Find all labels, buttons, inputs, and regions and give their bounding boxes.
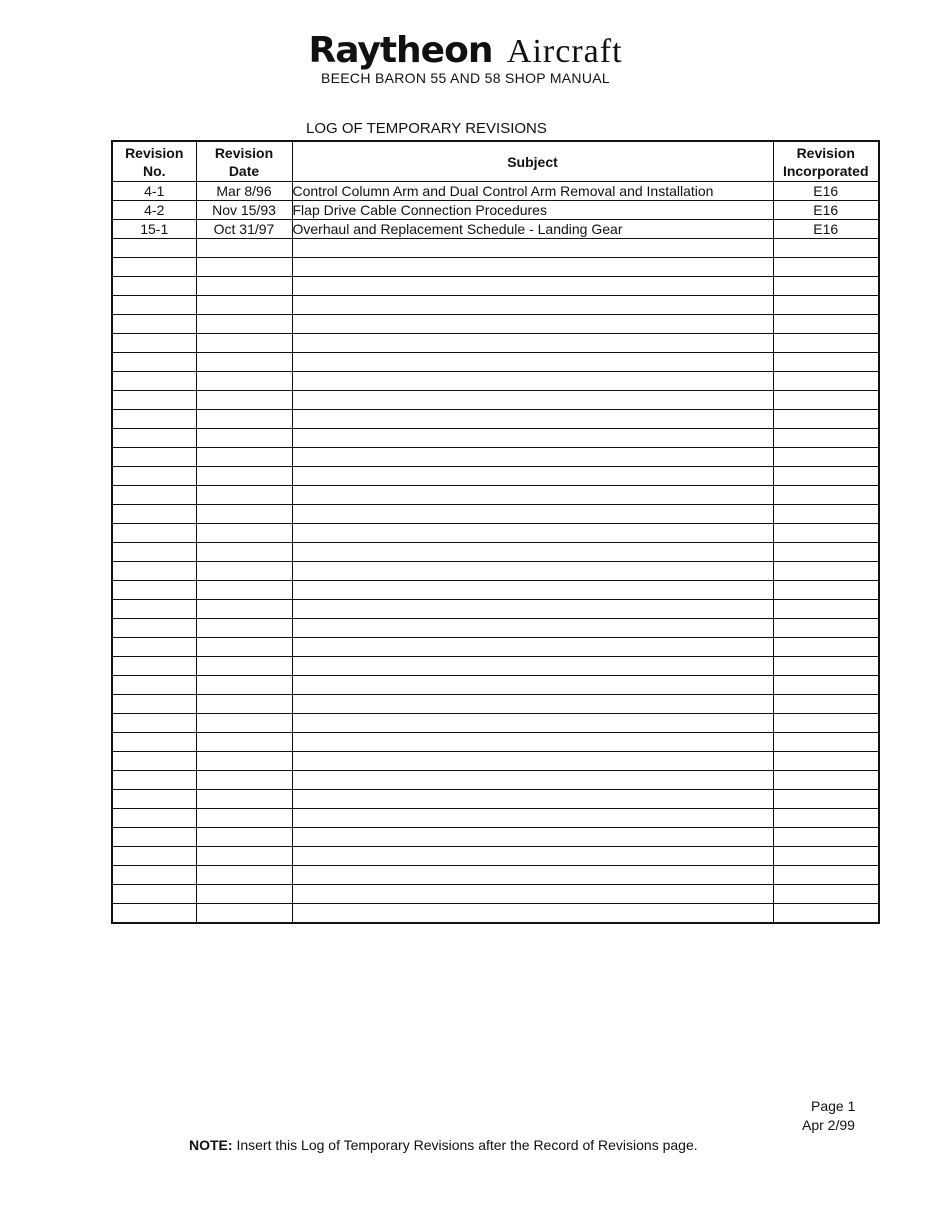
blank-cell [292,885,773,904]
blank-cell [292,600,773,619]
blank-cell [112,885,196,904]
blank-cell [112,695,196,714]
blank-cell [292,239,773,258]
blank-cell [112,296,196,315]
cell-subject: Control Column Arm and Dual Control Arm Removal and Installation [292,182,773,201]
blank-cell [773,771,879,790]
cell-revision-date: Mar 8/96 [196,182,292,201]
blank-cell [292,638,773,657]
page-date: Apr 2/99 [802,1117,855,1133]
blank-table-row [112,771,879,790]
blank-cell [292,391,773,410]
header-subject [292,141,773,182]
blank-cell [196,619,292,638]
table-body [112,182,879,924]
blank-cell [196,714,292,733]
blank-cell [112,600,196,619]
blank-cell [196,258,292,277]
blank-cell [196,353,292,372]
header-revision-incorporated [773,141,879,182]
blank-cell [292,296,773,315]
blank-cell [112,448,196,467]
cell-subject: Flap Drive Cable Connection Procedures [292,201,773,220]
blank-cell [292,581,773,600]
blank-cell [112,505,196,524]
blank-cell [292,790,773,809]
blank-cell [773,334,879,353]
blank-cell [773,524,879,543]
blank-cell [773,543,879,562]
blank-cell [292,410,773,429]
blank-cell [292,372,773,391]
blank-cell [196,866,292,885]
blank-cell [292,695,773,714]
blank-cell [292,448,773,467]
blank-cell [112,657,196,676]
blank-cell [196,733,292,752]
blank-cell [292,467,773,486]
blank-cell [773,866,879,885]
blank-cell [196,562,292,581]
blank-cell [196,239,292,258]
blank-cell [292,904,773,924]
blank-table-row [112,296,879,315]
header-revision-date-line1: Revision [214,144,274,161]
blank-cell [773,296,879,315]
manual-title: BEECH BARON 55 AND 58 SHOP MANUAL [321,70,610,86]
blank-cell [773,695,879,714]
blank-table-row [112,885,879,904]
blank-table-row [112,334,879,353]
blank-cell [112,619,196,638]
blank-cell [112,809,196,828]
cell-subject: Overhaul and Replacement Schedule - Landing Gear [292,220,773,239]
blank-cell [773,809,879,828]
blank-cell [292,676,773,695]
blank-cell [196,277,292,296]
blank-cell [112,467,196,486]
blank-cell [196,334,292,353]
blank-table-row [112,828,879,847]
cell-revision-date: Oct 31/97 [196,220,292,239]
blank-cell [112,524,196,543]
blank-table-row [112,315,879,334]
blank-cell [773,714,879,733]
blank-cell [112,828,196,847]
blank-cell [196,429,292,448]
blank-cell [112,315,196,334]
table-row [112,182,879,201]
blank-cell [292,828,773,847]
note-label: NOTE: [189,1137,233,1153]
blank-cell [292,733,773,752]
blank-cell [196,904,292,924]
blank-cell [112,391,196,410]
blank-table-row [112,543,879,562]
blank-table-row [112,524,879,543]
blank-cell [196,885,292,904]
blank-cell [196,600,292,619]
blank-cell [196,448,292,467]
blank-cell [292,809,773,828]
blank-cell [196,790,292,809]
blank-table-row [112,277,879,296]
blank-table-row [112,258,879,277]
blank-table-row [112,619,879,638]
blank-cell [196,828,292,847]
blank-cell [196,771,292,790]
blank-cell [196,657,292,676]
blank-cell [773,486,879,505]
blank-cell [196,752,292,771]
blank-table-row [112,353,879,372]
blank-cell [196,638,292,657]
blank-table-row [112,866,879,885]
blank-table-row [112,638,879,657]
blank-cell [292,334,773,353]
blank-cell [196,296,292,315]
blank-cell [773,904,879,924]
cell-revision-no: 4-2 [112,201,196,220]
blank-table-row [112,600,879,619]
blank-cell [112,353,196,372]
cell-revision-no: 4-1 [112,182,196,201]
brand-suffix: Aircraft [506,33,623,70]
blank-cell [292,258,773,277]
blank-cell [292,562,773,581]
blank-cell [773,353,879,372]
blank-cell [773,562,879,581]
blank-cell [773,315,879,334]
blank-table-row [112,505,879,524]
blank-table-row [112,676,879,695]
blank-table-row [112,467,879,486]
company-logo [0,30,931,71]
blank-cell [196,486,292,505]
blank-cell [773,448,879,467]
blank-table-row [112,372,879,391]
blank-table-row [112,410,879,429]
blank-table-row [112,790,879,809]
blank-cell [196,410,292,429]
header-revision-no-line2: No. [142,162,166,179]
blank-cell [292,866,773,885]
blank-cell [292,543,773,562]
blank-cell [773,372,879,391]
blank-cell [112,847,196,866]
blank-cell [112,429,196,448]
blank-cell [112,676,196,695]
blank-cell [773,505,879,524]
blank-cell [773,790,879,809]
blank-table-row [112,239,879,258]
table-row [112,220,879,239]
blank-cell [292,619,773,638]
blank-cell [196,847,292,866]
blank-cell [112,752,196,771]
blank-cell [773,258,879,277]
blank-cell [773,410,879,429]
table-row [112,201,879,220]
header-revision-no-line1: Revision [125,144,184,161]
blank-cell [292,486,773,505]
header-revision-date-line2: Date [228,162,260,179]
blank-cell [196,809,292,828]
blank-table-row [112,695,879,714]
blank-cell [112,714,196,733]
blank-table-row [112,581,879,600]
blank-cell [112,866,196,885]
blank-cell [112,733,196,752]
blank-cell [112,334,196,353]
header-revision-incorporated-line2: Incorporated [782,162,869,179]
page-number: Page 1 [811,1098,856,1114]
revisions-table [111,140,880,924]
blank-cell [196,372,292,391]
blank-cell [773,600,879,619]
blank-cell [112,486,196,505]
cell-revision-incorporated: E16 [773,182,879,201]
blank-cell [112,372,196,391]
blank-cell [196,315,292,334]
blank-table-row [112,657,879,676]
blank-table-row [112,429,879,448]
blank-cell [112,277,196,296]
blank-cell [196,676,292,695]
blank-cell [196,543,292,562]
blank-cell [112,790,196,809]
blank-cell [773,752,879,771]
blank-cell [773,391,879,410]
blank-cell [773,638,879,657]
blank-cell [196,391,292,410]
cell-revision-no: 15-1 [112,220,196,239]
blank-table-row [112,714,879,733]
header-revision-no [112,141,196,182]
blank-cell [773,885,879,904]
blank-cell [112,410,196,429]
blank-cell [773,239,879,258]
blank-cell [773,676,879,695]
blank-cell [773,828,879,847]
brand-name: Raytheon [308,30,493,71]
blank-cell [196,505,292,524]
blank-cell [773,657,879,676]
blank-cell [112,562,196,581]
blank-table-row [112,752,879,771]
blank-cell [292,847,773,866]
blank-cell [773,619,879,638]
blank-cell [196,581,292,600]
blank-cell [773,467,879,486]
blank-cell [112,581,196,600]
footer-note [189,1137,698,1153]
note-text: Insert this Log of Temporary Revisions after the Record of Revisions page. [232,1137,698,1153]
blank-cell [112,771,196,790]
blank-cell [292,657,773,676]
blank-cell [292,714,773,733]
blank-cell [292,505,773,524]
blank-table-row [112,904,879,924]
blank-cell [773,581,879,600]
blank-cell [292,353,773,372]
blank-table-row [112,562,879,581]
blank-cell [292,277,773,296]
cell-revision-incorporated: E16 [773,220,879,239]
blank-cell [773,429,879,448]
header-revision-incorporated-line1: Revision [796,144,855,161]
table-header-row [112,141,879,182]
blank-cell [112,543,196,562]
blank-cell [112,638,196,657]
cell-revision-date: Nov 15/93 [196,201,292,220]
blank-cell [292,315,773,334]
blank-cell [112,258,196,277]
blank-cell [292,524,773,543]
blank-cell [292,752,773,771]
blank-table-row [112,391,879,410]
blank-cell [196,695,292,714]
blank-cell [112,904,196,924]
blank-table-row [112,486,879,505]
blank-table-row [112,809,879,828]
blank-table-row [112,448,879,467]
blank-cell [196,467,292,486]
header-revision-date [196,141,292,182]
header-subject-label: Subject [507,153,558,170]
blank-cell [112,239,196,258]
blank-table-row [112,733,879,752]
blank-cell [773,847,879,866]
blank-cell [773,277,879,296]
blank-table-row [112,847,879,866]
page-title: LOG OF TEMPORARY REVISIONS [306,120,547,137]
blank-cell [292,429,773,448]
blank-cell [292,771,773,790]
cell-revision-incorporated: E16 [773,201,879,220]
blank-cell [773,733,879,752]
blank-cell [196,524,292,543]
